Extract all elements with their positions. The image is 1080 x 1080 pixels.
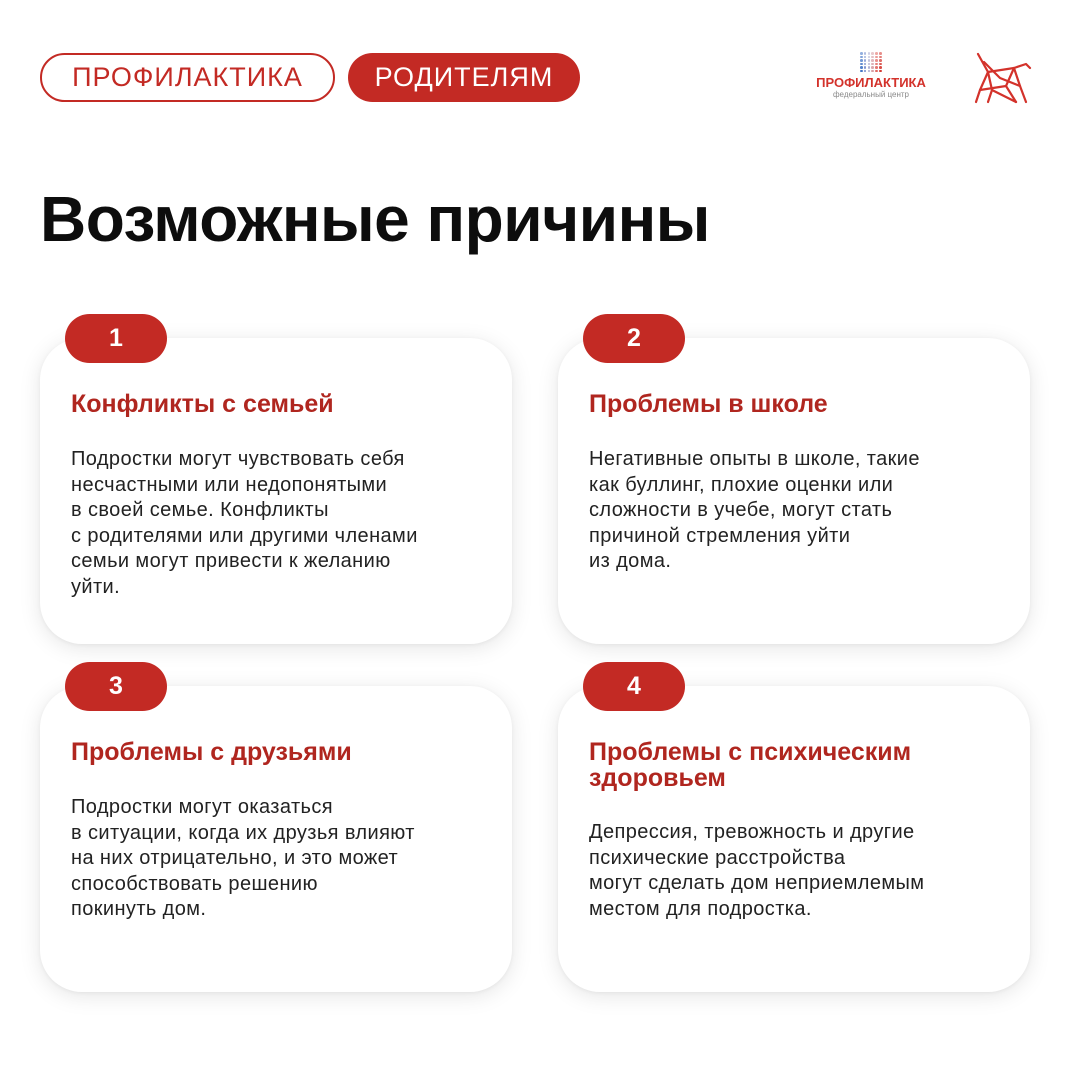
logo-dot — [875, 66, 878, 69]
logo-dot — [871, 59, 874, 62]
tag-parents[interactable]: РОДИТЕЛЯМ — [348, 53, 580, 102]
card-number-badge: 1 — [65, 314, 167, 363]
logo-dot — [860, 63, 863, 66]
federal-center-logo — [806, 52, 936, 104]
reason-card-school — [558, 324, 1030, 644]
logo-dot — [868, 66, 871, 69]
tag-prevention[interactable]: ПРОФИЛАКТИКА — [40, 53, 335, 102]
logo-dot — [879, 59, 882, 62]
logo-dot — [871, 56, 874, 59]
logo-dots-icon — [860, 52, 882, 72]
reason-card-friends — [40, 672, 512, 992]
logo-dot — [879, 52, 882, 55]
logo-dot — [864, 56, 867, 59]
logo-dot — [871, 70, 874, 73]
card-title: Проблемы с друзьями — [71, 738, 352, 766]
logo-dot — [879, 56, 882, 59]
logo-dot — [871, 52, 874, 55]
logo-dot — [868, 56, 871, 59]
logo-dot — [864, 59, 867, 62]
reason-card-family — [40, 324, 512, 644]
card-title: Проблемы с психическим здоровьем — [589, 738, 912, 792]
logo-dot — [860, 59, 863, 62]
logo-dot — [875, 63, 878, 66]
card-number-badge: 4 — [583, 662, 685, 711]
logo-dot — [860, 70, 863, 73]
card-description: Подростки могут чувствовать себя несчастными или недопонятыми в своей семье. Конфликты с родителями или другими членами семьи могут привести к желанию уйти. — [71, 448, 418, 598]
logo-subtitle: федеральный центр — [832, 90, 910, 99]
card-description: Подростки могут оказаться в ситуации, когда их друзья влияют на них отрицательно, и это может способствовать решению покинуть дом. — [71, 796, 415, 921]
logo-dot — [871, 66, 874, 69]
logo-dot — [868, 59, 871, 62]
logo-dot — [879, 66, 882, 69]
logo-brand-text: ПРОФИЛАКТИКА — [816, 75, 926, 90]
card-title: Конфликты с семьей — [71, 390, 334, 418]
card-number-badge: 2 — [583, 314, 685, 363]
card-description: Депрессия, тревожность и другие психические расстройства могут сделать дом неприемлемым местом для подростка. — [589, 821, 925, 920]
logo-dot — [875, 70, 878, 73]
logo-dot — [875, 59, 878, 62]
horse-logo-icon — [970, 50, 1032, 106]
card-title: Проблемы в школе — [589, 390, 828, 418]
logo-dot — [868, 70, 871, 73]
logo-dot — [864, 63, 867, 66]
logo-dot — [875, 56, 878, 59]
card-description: Негативные опыты в школе, такие как буллинг, плохие оценки или сложности в учебе, могут стать причиной стремления уйти из дома. — [589, 448, 920, 573]
logo-dot — [864, 52, 867, 55]
reason-card-mental-health — [558, 672, 1030, 992]
logo-dot — [879, 63, 882, 66]
logo-dot — [860, 56, 863, 59]
logo-dot — [871, 63, 874, 66]
logo-dot — [860, 52, 863, 55]
logo-dot — [864, 66, 867, 69]
logo-dot — [868, 52, 871, 55]
logo-dot — [864, 70, 867, 73]
card-number-badge: 3 — [65, 662, 167, 711]
logo-dot — [868, 63, 871, 66]
logo-dot — [879, 70, 882, 73]
logo-dot — [875, 52, 878, 55]
page-title: Возможные причины — [40, 183, 710, 255]
logo-dot — [860, 66, 863, 69]
